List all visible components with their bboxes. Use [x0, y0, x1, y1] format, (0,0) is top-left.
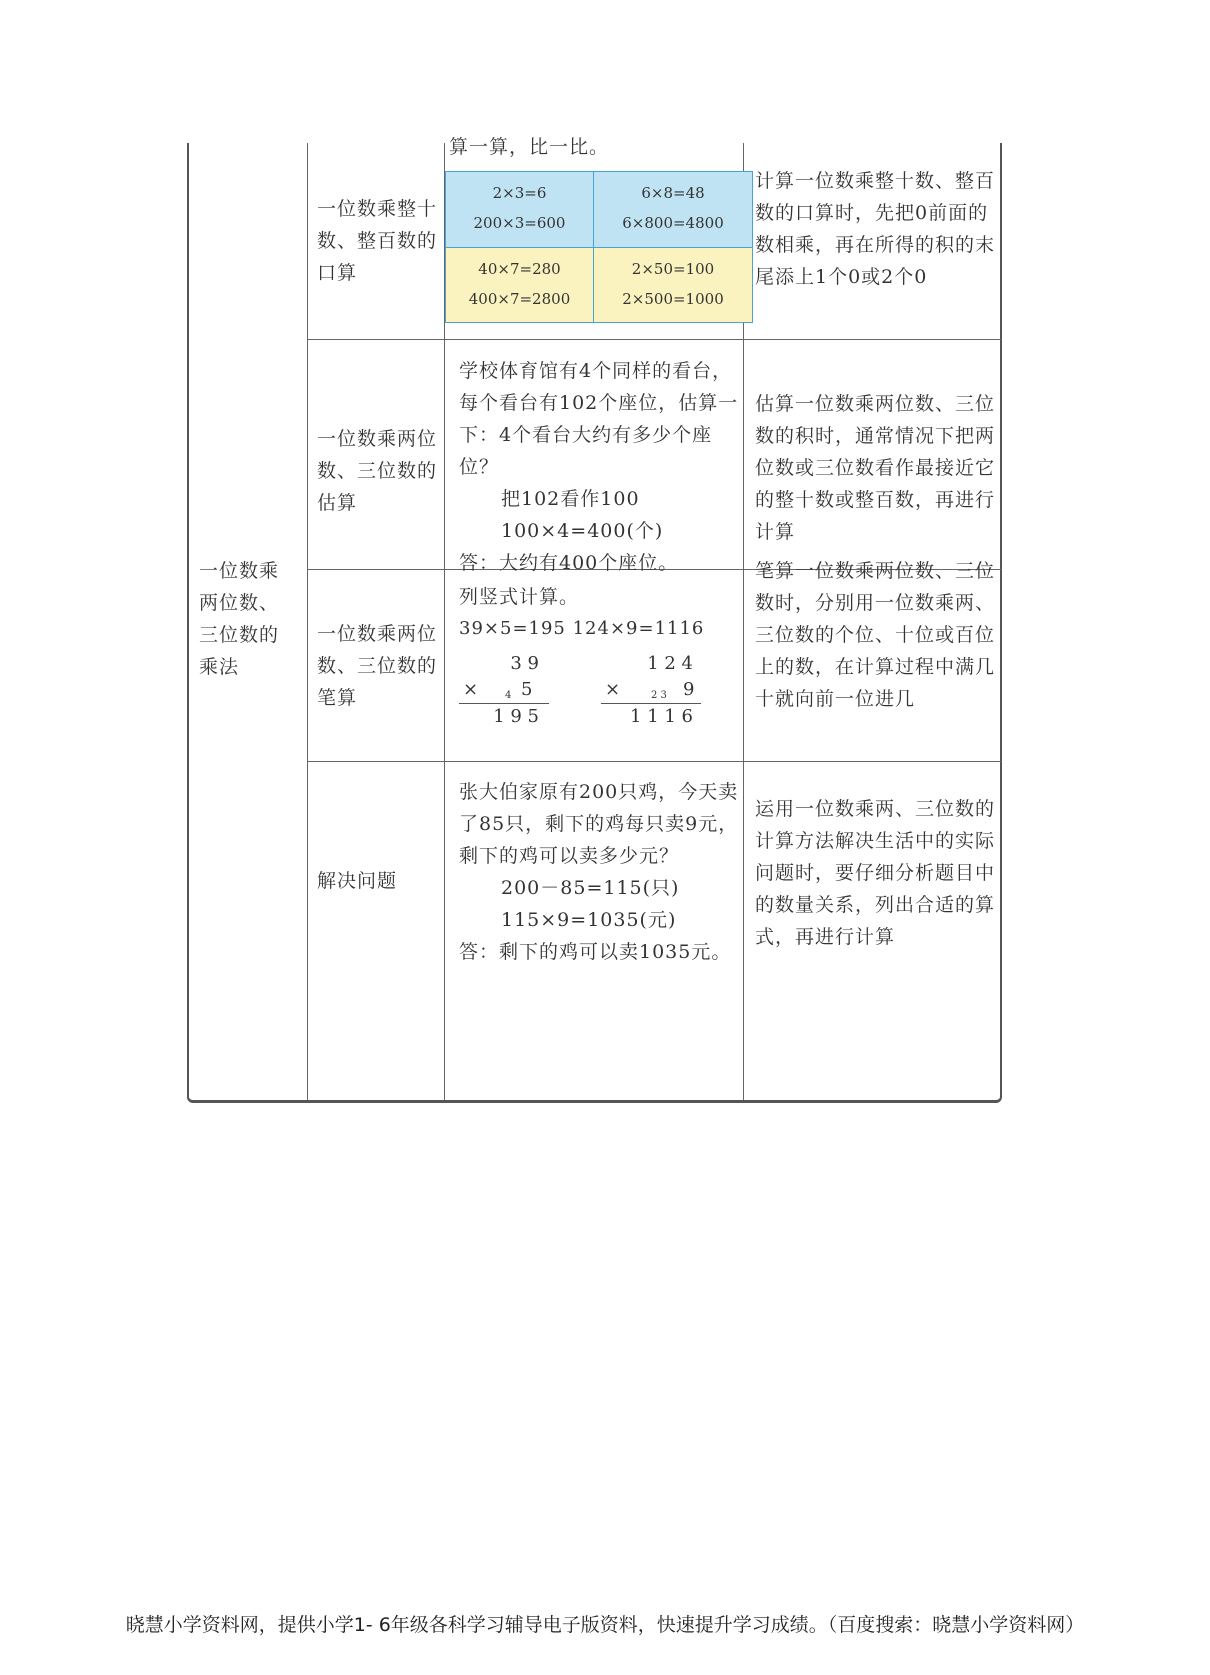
multiplier: 9 — [683, 679, 695, 700]
vertical-calc-a — [459, 651, 549, 730]
grid-line: 200×3=600 — [473, 214, 566, 232]
vcalc-result: 1 9 5 — [493, 706, 539, 727]
example-line: 把102看作100 — [501, 488, 640, 510]
example-line: 张大伯家原有200只鸡，今天卖了85只，剩下的鸡每只卖9元，剩下的鸡可以卖多少元？ — [459, 781, 739, 867]
row2-example — [459, 355, 749, 579]
multiplier: 5 — [521, 679, 533, 700]
example-line: 答：剩下的鸡可以卖1035元。 — [459, 941, 732, 963]
row3-equations: 39×5=195 124×9=1116 — [459, 618, 705, 639]
example-line: 115×9=1035(元) — [501, 909, 677, 931]
vcalc-mult-row — [601, 677, 701, 704]
row4-description: 运用一位数乘两、三位数的计算方法解决生活中的实际问题时，要仔细分析题目中的数量关系，列出合适的算式，再进行计算 — [755, 798, 996, 948]
vcalc-top: 1 2 4 — [647, 653, 693, 674]
row-divider — [307, 339, 1002, 340]
grid-cell-top-right — [594, 172, 752, 247]
example-line: 100×4=400(个) — [501, 520, 664, 542]
row4-topic: 解决问题 — [317, 870, 398, 892]
carry-digit: 2 3 — [651, 690, 667, 701]
row3-description: 笔算一位数乘两位数、三位数时，分别用一位数乘两、三位数的个位、十位或百位上的数，在计算过程中满几十就向前一位进几 — [755, 560, 996, 710]
grid-cell-bottom-right — [594, 247, 752, 322]
grid-line: 2×500=1000 — [622, 290, 724, 308]
row1-topic: 一位数乘整十数、整百数的口算 — [317, 198, 438, 284]
row2-topic: 一位数乘两位数、三位数的估算 — [317, 428, 438, 514]
grid-line: 40×7=280 — [478, 260, 561, 278]
row4-example — [459, 776, 749, 968]
row2-description: 估算一位数乘两位数、三位数的积时，通常情况下把两位数或三位数看作最接近它的整十数或整百数，再进行计算 — [755, 393, 996, 543]
footer-banner: 晓慧小学资料网，提供小学1- 6年级各科学习辅导电子版资料，快速提升学习成绩。（百度搜索：晓慧小学资料网） — [125, 1614, 1085, 1636]
main-category: 一位数乘两位数、三位数的乘法 — [199, 560, 280, 678]
grid-cell-top-left — [446, 172, 594, 247]
grid-line: 2×50=100 — [631, 260, 715, 278]
multiply-sign: × — [605, 679, 621, 700]
vertical-calc-b — [601, 651, 701, 730]
grid-line: 400×7=2800 — [468, 290, 571, 308]
vcalc-top: 3 9 — [510, 653, 539, 674]
example-line: 答：大约有400个座位。 — [459, 552, 679, 574]
row1-description: 计算一位数乘整十数、整百数的口算时，先把0前面的数相乘，再在所得的积的末尾添上1个0或2个0 — [755, 170, 996, 288]
vcalc-result: 1 1 1 6 — [630, 706, 693, 727]
grid-line: 6×800=4800 — [622, 214, 724, 232]
row1-example-intro: 算一算，比一比。 — [449, 136, 610, 158]
column-divider — [307, 143, 308, 1100]
example-line: 200－85=115(只) — [501, 877, 680, 899]
carry-digit: 4 — [505, 690, 512, 701]
knowledge-table — [187, 136, 1002, 1103]
row3-topic: 一位数乘两位数、三位数的笔算 — [317, 623, 438, 709]
vcalc-mult-row — [459, 677, 549, 704]
row3-example-intro: 列竖式计算。 — [459, 586, 580, 608]
oral-calc-grid — [445, 171, 753, 323]
grid-line: 6×8=48 — [641, 184, 705, 202]
row-divider — [307, 761, 1002, 762]
grid-cell-bottom-left — [446, 247, 594, 322]
example-line: 学校体育馆有4个同样的看台，每个看台有102个座位，估算一下：4个看台大约有多少个座位？ — [459, 360, 739, 478]
grid-line: 2×3=6 — [492, 184, 547, 202]
multiply-sign: × — [463, 679, 479, 700]
